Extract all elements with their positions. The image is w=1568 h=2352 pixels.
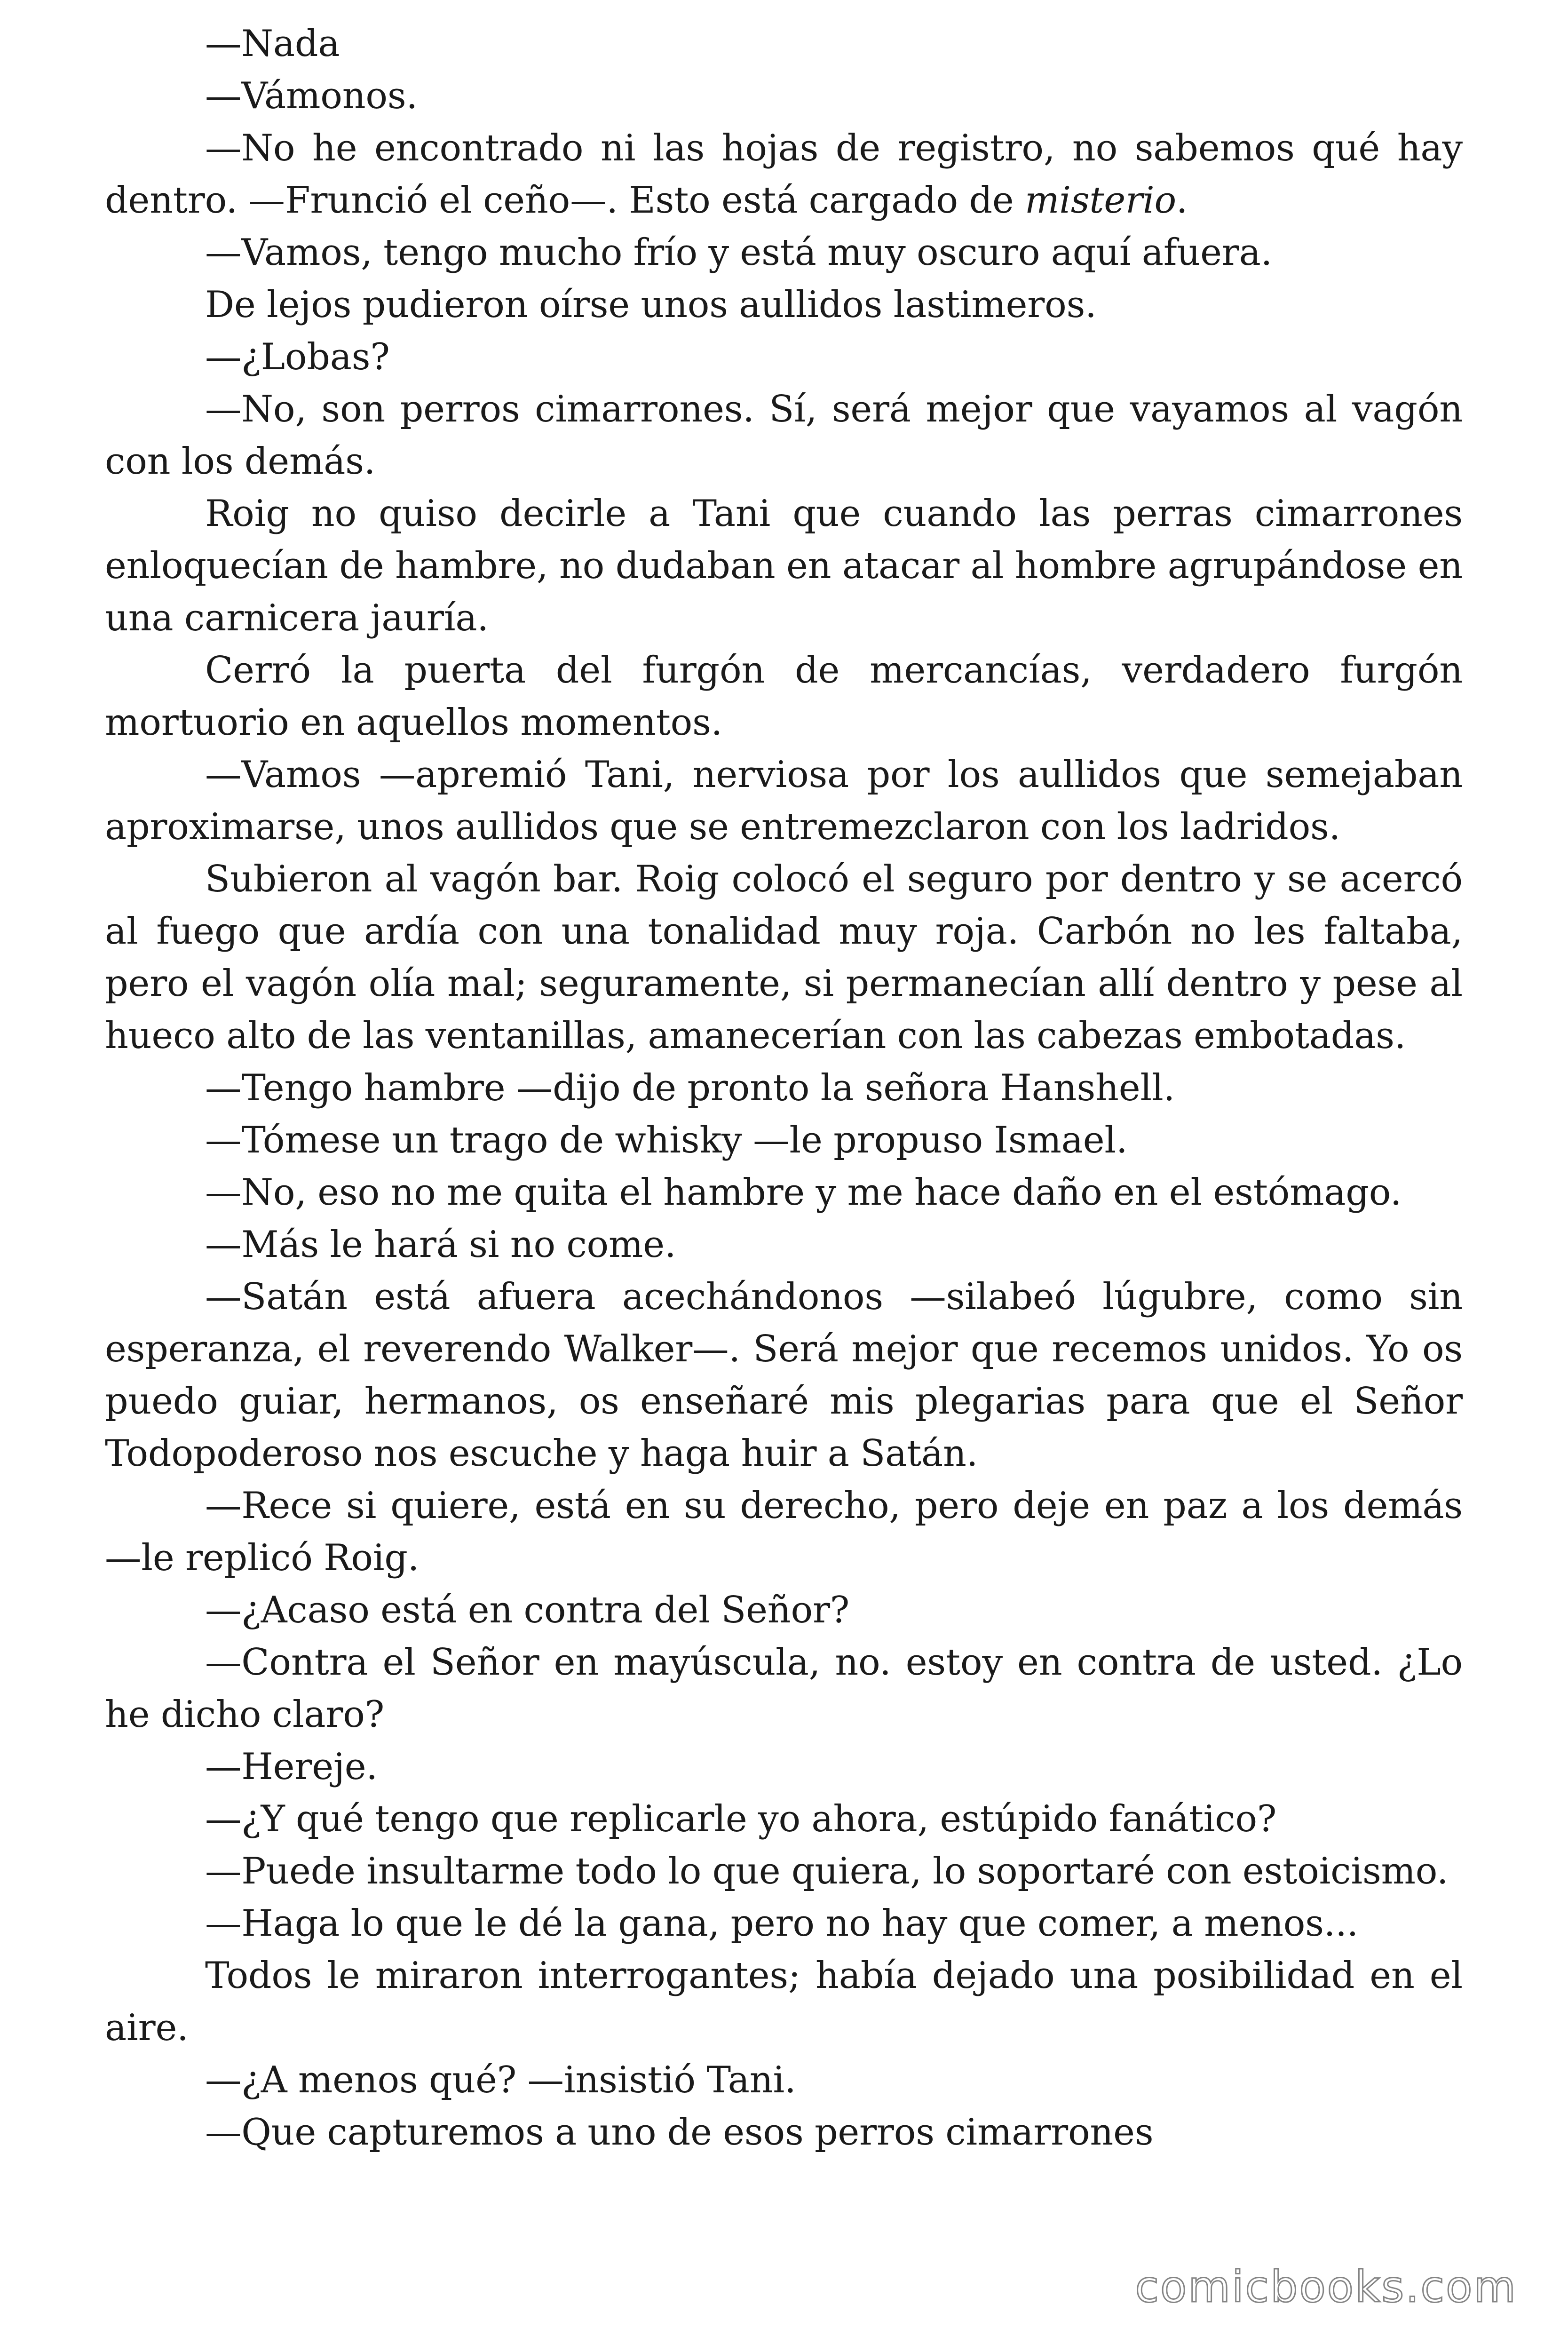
paragraph: Subieron al vagón bar. Roig colocó el seguro por dentro y se acercó al fuego que ardía con una tonalidad muy roja. Carbón no les faltaba, pero el vagón olía mal; seguramente, si permanecían allí dentro y pese al hueco alto de las ventanillas, amanecerían con las cabezas embotadas.	[105, 858, 1463, 1057]
paragraph: —Contra el Señor en mayúscula, no. estoy en contra de usted. ¿Lo he dicho claro?	[105, 1641, 1463, 1736]
italic-word: misterio	[1024, 179, 1176, 222]
paragraph: —¿Lobas?	[205, 336, 390, 378]
paragraph: —No, eso no me quita el hambre y me hace daño en el estómago.	[205, 1171, 1402, 1214]
paragraph: Todos le miraron interrogantes; había dejado una posibilidad en el aire.	[105, 1955, 1463, 2049]
paragraph-end: .	[1176, 179, 1188, 222]
paragraph: De lejos pudieron oírse unos aullidos lastimeros.	[205, 284, 1097, 326]
paragraph: —Más le hará si no come.	[205, 1224, 676, 1266]
paragraph: Cerró la puerta del furgón de mercancías, verdadero furgón mortuorio en aquellos momentos.	[105, 649, 1463, 744]
paragraph: —Tómese un trago de whisky —le propuso Ismael.	[205, 1119, 1128, 1161]
paragraph: Roig no quiso decirle a Tani que cuando las perras cimarrones enloquecían de hambre, no dudaban en atacar al hombre agrupándose en una carnicera jauría.	[105, 493, 1463, 639]
paragraph-text: —No he encontrado ni las hojas de registro, no sabemos qué hay dentro. —Frunció el ceño—. Esto está cargado de	[105, 127, 1463, 222]
paragraph: —Que capturemos a uno de esos perros cimarrones	[205, 2111, 1154, 2153]
paragraph: —Vámonos.	[205, 75, 418, 117]
paragraph: —¿Acaso está en contra del Señor?	[205, 1589, 850, 1631]
paragraph: —Puede insultarme todo lo que quiera, lo soportaré con estoicismo.	[205, 1850, 1449, 1892]
paragraph: —Haga lo que le dé la gana, pero no hay que comer, a menos...	[205, 1902, 1359, 1945]
watermark: comicbooks.com	[1135, 2262, 1517, 2312]
paragraph: —Rece si quiere, está en su derecho, pero deje en paz a los demás —le replicó Roig.	[105, 1485, 1463, 1579]
paragraph: —Vamos, tengo mucho frío y está muy oscuro aquí afuera.	[205, 231, 1273, 274]
paragraph: —Hereje.	[205, 1746, 378, 1788]
paragraph: —Satán está afuera acechándonos —silabeó lúgubre, como sin esperanza, el reverendo Walker—. Será mejor que recemos unidos. Yo os puedo guiar, hermanos, os enseñaré mis plegarias para que el Señor Todopoderoso nos escuche y haga huir a Satán.	[105, 1276, 1463, 1475]
paragraph	[105, 122, 1463, 227]
paragraph: —Nada	[205, 23, 340, 65]
page-text	[105, 18, 1463, 2159]
paragraph: —¿A menos qué? —insistió Tani.	[205, 2059, 796, 2101]
paragraph: —No, son perros cimarrones. Sí, será mejor que vayamos al vagón con los demás.	[105, 388, 1463, 483]
paragraph: —Vamos —apremió Tani, nerviosa por los aullidos que semejaban aproximarse, unos aullidos que se entremezclaron con los ladridos.	[105, 754, 1463, 848]
paragraph: —¿Y qué tengo que replicarle yo ahora, estúpido fanático?	[205, 1798, 1277, 1840]
paragraph: —Tengo hambre —dijo de pronto la señora Hanshell.	[205, 1067, 1175, 1109]
